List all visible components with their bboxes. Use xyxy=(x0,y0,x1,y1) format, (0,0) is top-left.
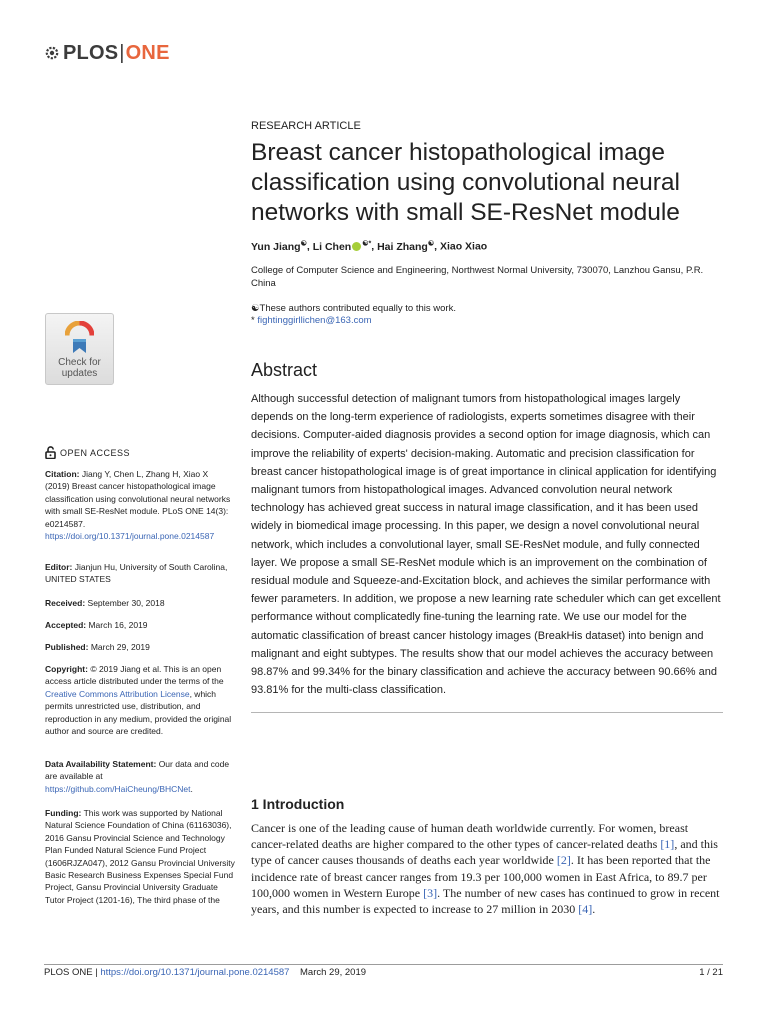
reference-link[interactable]: [4] xyxy=(578,902,593,917)
author-mark: ☯* xyxy=(362,240,372,247)
corresponding-email-link[interactable]: fightinggirllichen@163.com xyxy=(257,315,372,326)
intro-text: , and this type of cancer causes thousands of deaths each year worldwide xyxy=(251,837,718,868)
published-block xyxy=(45,641,235,653)
author-2[interactable] xyxy=(313,241,372,253)
corresponding-author xyxy=(251,315,721,327)
footer-doi-link[interactable]: https://doi.org/10.1371/journal.pone.0214587 xyxy=(100,967,290,978)
copyright-text-end: , which permits unrestricted use, distribution, and reproduction in any medium, provided the original author and source are credited. xyxy=(45,688,232,737)
citation-label: Citation: xyxy=(45,469,80,479)
data-availability-text: Our data and code are available at xyxy=(45,759,230,782)
copyright-block xyxy=(45,663,235,737)
affiliation: College of Computer Science and Engineering, Northwest Normal University, 730070, Lanzhou Gansu, P.R. China xyxy=(251,265,704,289)
article-type-label: RESEARCH ARTICLE xyxy=(251,120,361,132)
funding-text: This work was supported by National Natural Science Foundation of China (61163036), 2016 Gansu Provincial Science and Technology Plan Funded Natural Science Fund Project (1606RJZA047), 2012 Gansu Provincial University Basic Research Business Expenses Special Fund Project, Gansu Provincial University Graduate Tutor Project (1201-16), The third phase of the xyxy=(45,808,235,905)
footer xyxy=(44,967,366,978)
received-date: September 30, 2018 xyxy=(85,598,165,608)
copyright-text: © 2019 Jiang et al. This is an open access article distributed under the terms of the xyxy=(45,664,224,687)
data-availability-label: Data Availability Statement: xyxy=(45,759,157,769)
plos-one-logo[interactable] xyxy=(44,42,170,64)
author-1[interactable] xyxy=(251,241,307,253)
open-access-text: OPEN ACCESS xyxy=(60,447,131,458)
accepted-block xyxy=(45,619,235,631)
github-link[interactable]: https://github.com/HaiCheung/BHCNet xyxy=(45,783,191,794)
logo-separator: | xyxy=(119,41,125,64)
author-mark: ☯ xyxy=(427,240,435,247)
footer-journal: PLOS ONE | xyxy=(44,967,101,978)
intro-text: . It has been reported that the incidence rate of breast cancer ranges from 19.3 per 100,000 women in East Africa, to 89.7 per 100,000 women in Western Europe xyxy=(251,853,711,900)
author-mark: ☯ xyxy=(300,240,307,247)
crossmark-icon xyxy=(65,321,94,355)
accepted-date: March 16, 2019 xyxy=(86,620,148,630)
intro-text: . xyxy=(592,902,596,917)
badge-line2: updates xyxy=(61,368,98,379)
author-notes xyxy=(251,303,721,327)
footer-divider xyxy=(44,964,723,965)
page-number: 1 / 21 xyxy=(699,967,723,978)
author-3[interactable] xyxy=(377,241,434,253)
author-list: Yun Jiang☯, Li Chen ☯*, Hai Zhang☯, Xiao Xiao xyxy=(251,240,488,253)
author-name: Yun Jiang xyxy=(251,240,301,253)
funding-label: Funding: xyxy=(45,808,82,818)
author-name: Hai Zhang xyxy=(377,240,428,253)
abstract-heading: Abstract xyxy=(251,360,318,380)
received-block xyxy=(45,597,235,609)
received-label: Received: xyxy=(45,598,86,608)
corresponding-mark: * xyxy=(251,315,258,326)
check-for-updates-badge[interactable] xyxy=(45,313,114,385)
equal-contribution-note: ☯These authors contributed equally to this work. xyxy=(251,303,456,314)
author-name: Xiao Xiao xyxy=(439,240,488,253)
plos-gear-icon xyxy=(44,45,60,61)
author-4[interactable] xyxy=(440,241,487,253)
abstract-text: Although successful detection of malignant tumors from histopathological images largely depends on the long-term experience of radiologists, experts sometimes disagree with their decisions. Computer-aided diagnosis provides a second option for image diagnosis, which can improve the reliability of experts' decision-making. Automatic and precision classification for breast cancer histopathological image is of great importance in clinical application for identifying malignant tumors from histopathological images. Advanced convolution neural network technology has achieved great success in natural image classification, and it has been used widely in biomedical image processing. In this paper, we design a novel convolutional neural network, which includes a convolutional layer, small SE-ResNet module, and fully connected layer. We propose a small SE-ResNet module which is an improvement on the combination of residual module and Squeeze-and-Excitation block, and achieves the similar performance with fewer parameters. In addition, we propose a new learning rate scheduler which can get excellent performance without complicatedly fine-tuning the learning rate. We use our model for the automatic classification of breast cancer histology images (BreakHis dataset) into benign and malignant and eight subtypes. The results show that our model achieves the accuracy between 98.87% and 99.34% for the binary classification and achieve the accuracy between 90.66% and 93.81% for the multi-class classification. xyxy=(251,393,721,697)
open-access-label xyxy=(45,446,130,459)
editor-label: Editor: xyxy=(45,562,73,572)
data-availability-period: . xyxy=(190,783,193,794)
orcid-icon[interactable] xyxy=(352,242,361,251)
article-title: Breast cancer histopathological image classification using convolutional neural networks with small SE-ResNet module xyxy=(251,139,681,226)
published-label: Published: xyxy=(45,642,89,652)
editor-text: Jianjun Hu, University of South Carolina, UNITED STATES xyxy=(45,562,228,585)
reference-link[interactable]: [2] xyxy=(556,853,571,868)
reference-link[interactable]: [3] xyxy=(423,885,438,900)
abstract-divider xyxy=(251,712,723,713)
intro-text: Cancer is one of the leading cause of human death worldwide currently. For women, breast cancer-related deaths are higher compared to the other types of cancer-related deaths xyxy=(251,821,689,852)
logo-one: ONE xyxy=(125,41,170,64)
open-lock-icon xyxy=(45,446,56,459)
reference-link[interactable]: [1] xyxy=(660,837,675,852)
citation-block xyxy=(45,468,235,542)
badge-line1: Check for xyxy=(58,357,101,368)
citation-text: Jiang Y, Chen L, Zhang H, Xiao X (2019) Breast cancer histopathological image classification using convolutional neural networks with small SE-ResNet module. PLoS ONE 14(3): e0214587. xyxy=(45,469,231,529)
citation-doi-link[interactable]: https://doi.org/10.1371/journal.pone.0214587 xyxy=(45,531,215,542)
footer-date: March 29, 2019 xyxy=(300,967,367,978)
introduction-heading: 1 Introduction xyxy=(251,796,345,812)
published-date: March 29, 2019 xyxy=(88,642,150,652)
data-availability-block xyxy=(45,758,235,795)
introduction-paragraph xyxy=(251,820,721,917)
editor-block xyxy=(45,561,235,586)
author-name: Li Chen xyxy=(312,240,352,253)
intro-text: . The number of new cases has continued to grow in recent years, and this number is expected to increase to 27 million in 2030 xyxy=(251,885,720,917)
copyright-label: Copyright: xyxy=(45,664,88,674)
logo-plos: PLOS xyxy=(63,41,119,64)
accepted-label: Accepted: xyxy=(45,620,87,630)
funding-block xyxy=(45,807,235,906)
license-link[interactable]: Creative Commons Attribution License xyxy=(45,688,190,699)
